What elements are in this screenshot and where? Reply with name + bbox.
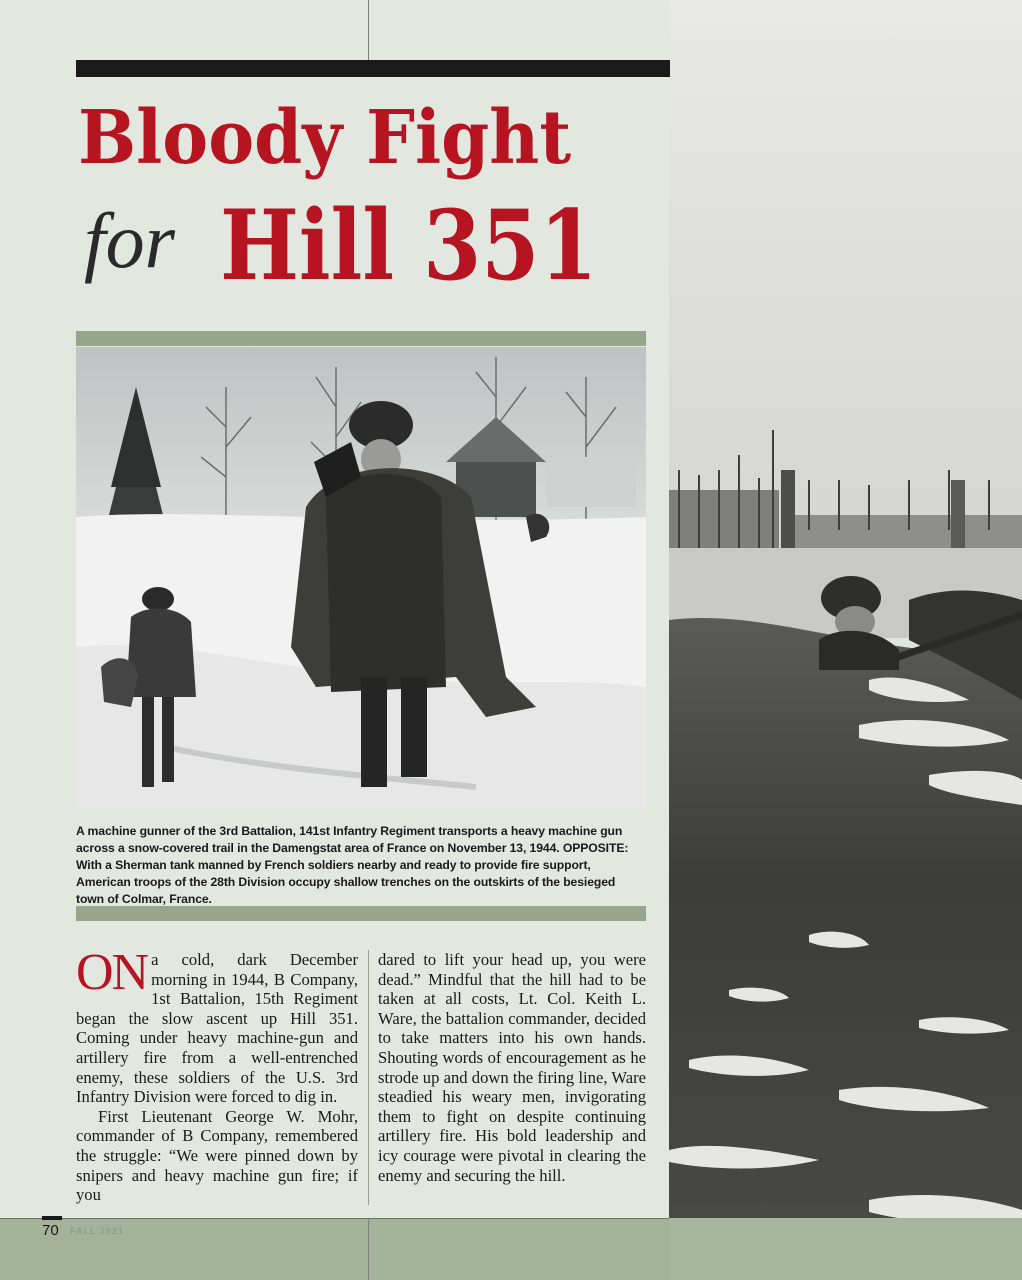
column-divider xyxy=(368,950,369,1205)
dropcap: ON xyxy=(76,944,148,1001)
trench-photo xyxy=(669,0,1022,1280)
caption-bottom-band xyxy=(76,906,646,921)
fold-line-top xyxy=(368,0,369,60)
headline-top-rule xyxy=(76,60,670,77)
article-column-2 xyxy=(378,950,646,1185)
headline-for-word: for xyxy=(84,197,176,284)
article-column-1 xyxy=(76,944,358,1205)
page-number: 70 xyxy=(42,1222,59,1239)
photo-top-band xyxy=(76,331,646,346)
page-number-tick xyxy=(42,1216,62,1220)
footer-top-line xyxy=(0,1218,669,1219)
issue-label: FALL 2021 xyxy=(70,1226,124,1236)
headline-line-2: Hill 351 xyxy=(220,189,598,302)
headline-line-1: Bloody Fight xyxy=(78,95,572,181)
photo-caption: A machine gunner of the 3rd Battalion, 141st Infantry Regiment transports a heavy machine gun across a snow-covered trail in the Damengstat area of France on November 13, 1944. OPPOSITE: With a Sherman tank manned by French soldiers nearby and ready to provide fire support, American troops of the 28th Division occupy shallow trenches on the outskirts of the besieged town of Colmar, France. xyxy=(76,824,629,906)
article-col1-paragraph-2: First Lieutenant George W. Mohr, commander of B Company, remembered the struggle: “We were pinned down by snipers and heavy machine gun fire; if you xyxy=(76,1106,358,1205)
article-col2-paragraph-1: dared to lift your head up, you were dead.” Mindful that the hill had to be taken at all costs, Lt. Col. Keith L. Ware, the battalion commander, decided to take matters into his own hands. Shouting words of encouragement as he strode up and down the firing line, Ware steadied his weary men, invigorating them to fight on despite continuing artillery fire. His bold leadership and icy courage were pivotal in clearing the enemy and securing the hill. xyxy=(378,950,646,1185)
fold-line-bottom xyxy=(368,1218,369,1280)
machine-gunner-photo xyxy=(76,347,646,810)
article-col1-paragraph-1: a cold, dark December morning in 1944, B Company, 1st Battalion, 15th Regiment began the slow ascent up Hill 351. Coming under heavy machine-gun and artillery fire from a well-entrenched enemy, these soldiers of the U.S. 3rd Infantry Division were forced to dig in. xyxy=(76,950,358,1107)
